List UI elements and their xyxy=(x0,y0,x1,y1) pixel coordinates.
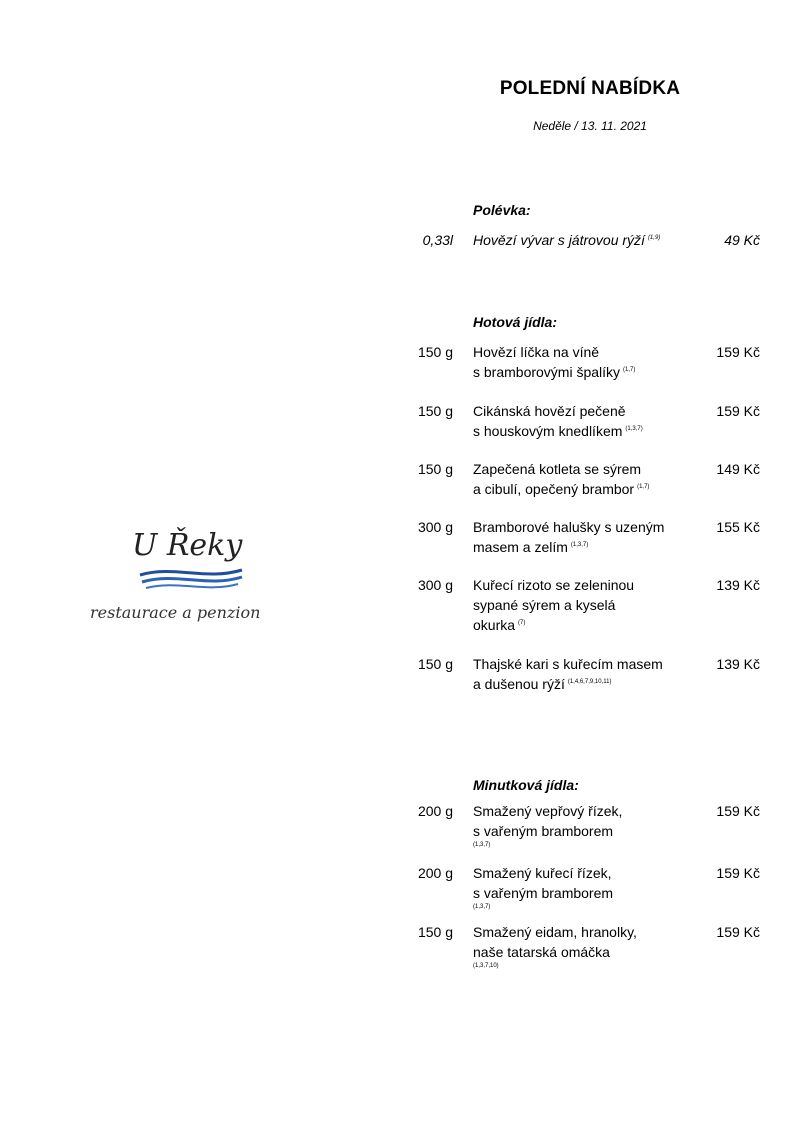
item-quantity: 300 g xyxy=(417,519,453,535)
logo-wave-1 xyxy=(140,570,242,575)
menu-item xyxy=(380,863,765,923)
item-allergens: (1,3,7,10) xyxy=(473,963,499,969)
item-name: Smažený eidam, hranolky, naše tatarská omáčka (1,3,7,10) xyxy=(473,922,703,970)
menu-item xyxy=(380,575,765,645)
item-quantity: 150 g xyxy=(417,656,453,672)
item-price: 159 Kč xyxy=(716,403,760,419)
restaurant-logo xyxy=(80,515,310,635)
item-quantity: 150 g xyxy=(417,344,453,360)
section-heading-soup: Polévka: xyxy=(473,202,531,218)
item-price: 159 Kč xyxy=(716,924,760,940)
item-name: Thajské kari s kuřecím masem a dušenou rýží $^{(1,4,6,7,9,10,11)}$ xyxy=(473,656,663,692)
item-name: Kuřecí rizoto se zeleninou sypané sýrem a kyselá okurka $^{(7)}$ xyxy=(473,577,635,633)
item-name: Smažený kuřecí řízek, s vařeným bramborem (1,3,7) xyxy=(473,863,703,911)
item-quantity: 150 g xyxy=(417,403,453,419)
item-price: 159 Kč xyxy=(716,344,760,360)
item-quantity: 300 g xyxy=(417,577,453,593)
logo-wave-2 xyxy=(142,577,242,582)
menu-item xyxy=(380,230,765,290)
item-quantity: 0,33l xyxy=(422,232,453,248)
item-allergens: (1,3,7) xyxy=(625,426,643,432)
item-name: Hovězí líčka na víně s bramborovými špalíky $^{(1,7)}$ xyxy=(473,344,636,380)
menu-item xyxy=(380,922,765,982)
item-price: 149 Kč xyxy=(716,461,760,477)
item-allergens: (1,3,7) xyxy=(473,842,491,848)
menu-item xyxy=(380,342,765,402)
item-allergens: (7) xyxy=(518,620,526,626)
item-quantity: 150 g xyxy=(417,924,453,940)
item-price: 139 Kč xyxy=(716,656,760,672)
item-name: Cikánská hovězí pečeně s houskovým knedlíkem $^{(1,3,7)}$ xyxy=(473,403,643,439)
item-quantity: 200 g xyxy=(417,865,453,881)
item-name: Zapečená kotleta se sýrem a cibulí, opečený brambor $^{(1,7)}$ xyxy=(473,461,650,497)
item-name: Smažený vepřový řízek, s vařeným bramborem (1,3,7) xyxy=(473,801,703,849)
item-allergens: (1,3,7) xyxy=(473,904,491,910)
item-price: 159 Kč xyxy=(716,865,760,881)
menu-date: Neděle / 13. 11. 2021 xyxy=(533,119,647,133)
section-heading-minute-meals: Minutková jídla: xyxy=(473,777,579,793)
menu-item xyxy=(380,401,765,461)
menu-item xyxy=(380,459,765,519)
item-price: 139 Kč xyxy=(716,577,760,593)
page-title: POLEDNÍ NABÍDKA xyxy=(499,78,681,99)
menu-item xyxy=(380,517,765,577)
item-price: 155 Kč xyxy=(716,519,760,535)
item-allergens: (1,7) xyxy=(637,484,650,490)
item-name: Bramborové halušky s uzeným masem a zelím $^{(1,3,7)}$ xyxy=(473,519,665,555)
menu-item xyxy=(380,654,765,714)
item-allergens: (1,9) xyxy=(647,235,661,241)
item-allergens: (1,4,6,7,9,10,11) xyxy=(567,679,612,685)
logo-graphic xyxy=(80,515,310,635)
logo-name: U Řeky xyxy=(132,528,243,563)
item-price: 159 Kč xyxy=(716,803,760,819)
item-name: Hovězí vývar s játrovou rýží $^{(1,9)}$ xyxy=(473,232,661,248)
menu-item xyxy=(380,801,765,861)
logo-tagline: restaurace a penzion xyxy=(90,603,261,622)
section-heading-ready-meals: Hotová jídla: xyxy=(473,314,558,330)
item-price: 49 Kč xyxy=(724,232,760,248)
logo-wave-3 xyxy=(146,584,238,588)
item-allergens: (1,7) xyxy=(623,367,636,373)
item-quantity: 150 g xyxy=(417,461,453,477)
item-quantity: 200 g xyxy=(417,803,453,819)
item-allergens: (1,3,7) xyxy=(570,542,589,548)
